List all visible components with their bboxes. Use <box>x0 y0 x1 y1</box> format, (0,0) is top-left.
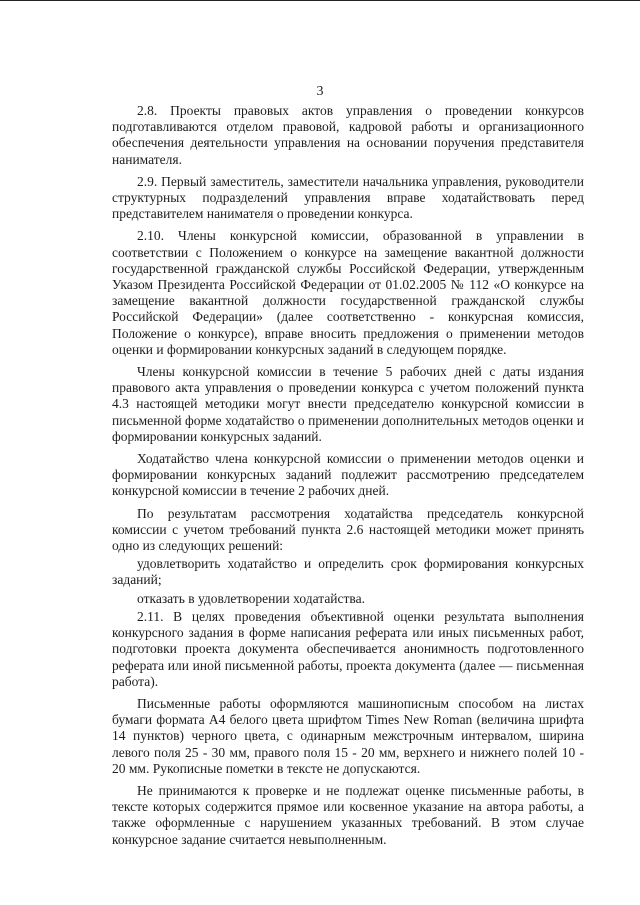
paragraph-formatting-requirements: Письменные работы оформляются машинописным способом на листах бумаги формата А4 белого цвета шрифтом Times New Roman (величина шрифта 14 пунктов) черного цвета, с одинарным межстрочным интервалом, ширина левого поля 25 - 30 мм, правого поля 15 - 20 мм, верхнего и нижнего полей 10 - 20 мм. Рукописные пометки в тексте не допускаются. <box>112 695 584 776</box>
decision-option-approve: удовлетворить ходатайство и определить срок формирования конкурсных заданий; <box>112 556 584 588</box>
document-body <box>112 103 584 848</box>
paragraph-rejection-conditions: Не принимаются к проверке и не подлежат оценке письменные работы, в тексте которых содержится прямое или косвенное указание на автора работы, а также оформленные с нарушением указанных требований. В этом случае конкурсное задание считается невыполненным. <box>112 782 584 847</box>
page-number: 3 <box>316 84 324 99</box>
paragraph-review-results: По результатам рассмотрения ходатайства председатель конкурсной комиссии с учетом требований пункта 2.6 настоящей методики может принять одно из следующих решений: <box>112 505 584 554</box>
decision-option-refuse: отказать в удовлетворении ходатайства. <box>137 590 365 606</box>
paragraph-petition-review: Ходатайство члена конкурсной комиссии о применении методов оценки и формировании конкурсных заданий подлежит рассмотрению председателем конкурсной комиссии в течение 2 рабочих дней. <box>112 451 584 499</box>
paragraph-2-9: 2.9. Первый заместитель, заместители начальника управления, руководители структурных подразделений управления вправе ходатайствовать перед представителем нанимателя о проведении конкурса. <box>112 173 584 222</box>
paragraph-members-petition: Члены конкурсной комиссии в течение 5 рабочих дней с даты издания правового акта управления о проведении конкурса с учетом положений пункта 4.3 настоящей методики могут внести председателю конкурсной комиссии в письменной форме ходатайство о применении дополнительных методов оценки и формировании конкурсных заданий. <box>112 364 584 444</box>
paragraph-2-8: 2.8. Проекты правовых актов управления о проведении конкурсов подготавливаются отделом правовой, кадровой работы и организационного обеспечения деятельности управления на основании поручения представителя нанимателя. <box>112 103 584 167</box>
top-border-line <box>0 0 640 1</box>
paragraph-2-10: 2.10. Члены конкурсной комиссии, образованной в управлении в соответствии с Положением о конкурсе на замещение вакантной должности государственной гражданской службы Российской Федерации, утвержденным Указом Президента Российской Федерации от 01.02.2005 № 112 «О конкурсе на замещение вакантной должности государственной гражданской службы Российской Федерации» (далее соответственно - конкурсная комиссия, Положение о конкурсе), вправе вносить предложения о применении методов оценки и формировании конкурсных заданий в следующем порядке. <box>112 228 584 357</box>
paragraph-2-11: 2.11. В целях проведения объективной оценки результата выполнения конкурсного задания в форме написания реферата или иных письменных работ, подготовки проекта документа обеспечивается анонимность подготовленного реферата или иной письменной работы, проекта документа (далее — письменная работа). <box>112 608 584 689</box>
